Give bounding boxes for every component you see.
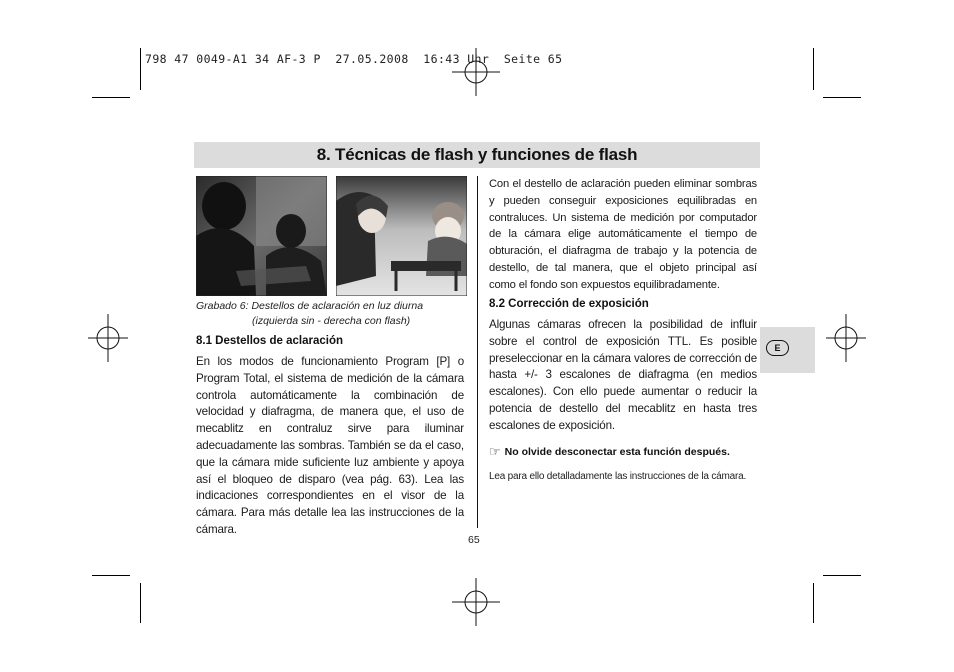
figure-caption (196, 299, 466, 329)
registration-mark-icon (826, 314, 866, 362)
chapter-title: 8. Técnicas de flash y funciones de flash (316, 145, 638, 164)
note-line (489, 444, 730, 460)
crop-mark (823, 97, 861, 98)
crop-mark (92, 575, 130, 576)
registration-mark-icon (452, 48, 500, 96)
registration-mark-icon (88, 314, 128, 362)
column-divider (477, 176, 478, 528)
crop-mark (140, 48, 141, 90)
crop-mark (813, 48, 814, 90)
crop-mark (823, 575, 861, 576)
note-text: No olvide desconectar esta función después. (504, 446, 730, 458)
page-number: 65 (468, 534, 480, 546)
pointing-hand-icon: ☞ (489, 444, 501, 459)
print-header-line: 798 47 0049-A1 34 AF-3 P 27.05.2008 16:43 Uhr Seite 65 (145, 52, 563, 66)
caption-line-2: (izquierda sin - derecha con flash) (252, 315, 411, 327)
language-tab-label: E (766, 340, 789, 356)
caption-line-1: Grabado 6: Destellos de aclaración en luz diurna (196, 300, 424, 312)
section-body-8-1: En los modos de funcionamiento Program [P] o Program Total, el sistema de medición de la cámara controla automáticamente la combinación de velocidad y diafragma, de manera que, el uso de mecablitz en contraluz sirve para iluminar adecuadamente las sombras. También se da el caso, que la cámara mide suficiente luz ambiente y apoya así el bloqueo de disparo (vea pág. 63). Lea las indicaciones correspondientes en el visor de la cámara. Para más detalle lea las instrucciones de la cámara. (196, 355, 464, 536)
intro-paragraph: Con el destello de aclaración pueden eliminar sombras y pueden conseguir exposiciones equilibradas en contraluces. Un sistema de medición por computador de la cámara elige automáticamente el tiempo de obturación, el diafragma de trabajo y la potencia de destello, de tal manera, que el objeto principal así como el fondo son expuestos equilibradamente. (489, 178, 757, 291)
section-heading-8-1: 8.1 Destellos de aclaración (196, 335, 344, 347)
chapter-title-bar (194, 142, 760, 168)
language-tab (760, 327, 815, 373)
photo-without-flash (196, 176, 327, 296)
section-heading-8-2: 8.2 Corrección de exposición (489, 298, 649, 310)
footnote-text: Lea para ello detalladamente las instrucciones de la cámara. (489, 471, 747, 482)
registration-mark-icon (452, 578, 500, 626)
crop-mark (140, 583, 141, 623)
photo-with-flash (336, 176, 467, 296)
section-body-8-2: Algunas cámaras ofrecen la posibilidad de influir sobre el control de exposición TTL. Es posible preseleccionar en la cámara valores de corrección de hasta +/- 3 escalones de diafragma (en medios escalones). Con ello puede aumentar o reducir la potencia de destello del mecablitz en hasta tres escalones de exposición. (489, 318, 757, 432)
crop-mark (92, 97, 130, 98)
crop-mark (813, 583, 814, 623)
